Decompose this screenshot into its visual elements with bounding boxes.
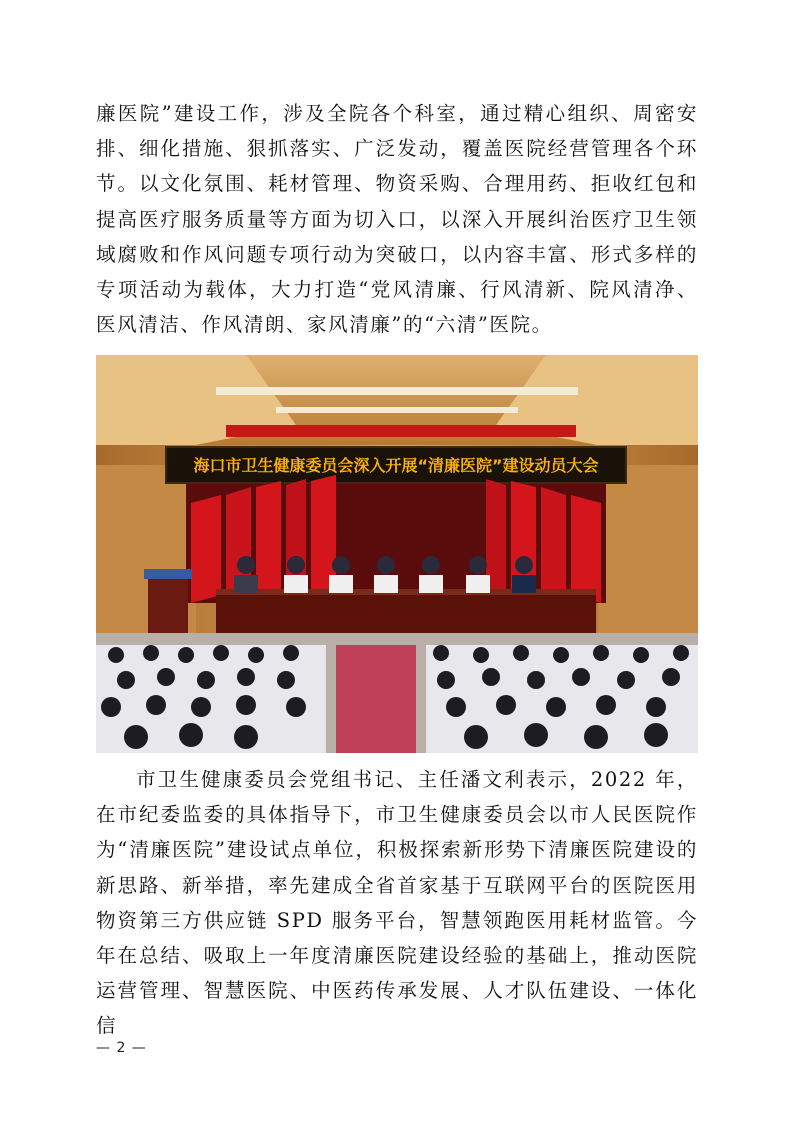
banner-text: 海口市卫生健康委员会深入开展“清廉医院”建设动员大会 xyxy=(193,456,599,475)
page-number: — 2 — xyxy=(96,1040,147,1056)
body-paragraph: 廉医院”建设工作，涉及全院各个科室，通过精心组织、周密安排、细化措施、狠抓落实、广泛发动，覆盖医院经营管理各个环节。以文化氛围、耗材管理、物资采购、合理用药、拒收红包和提高医疗服务质量等方面为切入口，以深入开展纠治医疗卫生领域腐败和作风问题专项行动为突破口，以内容丰富、形式多样的专项活动为载体，大力打造“党风清廉、行风清新、院风清净、医风清洁、作风清朗、家风清廉”的“六清”医院。 xyxy=(96,102,698,337)
meeting-photo xyxy=(96,355,698,753)
body-paragraph: 市卫生健康委员会党组书记、主任潘文利表示，2022 年，在市纪委监委的具体指导下，市卫生健康委员会以市人民医院作为“清廉医院”建设试点单位，积极探索新形势下清廉医院建设的新思路、新举措，率先建成全省首家基于互联网平台的医院医用物资第三方供应链 SPD 服务平台，智慧领跑医用耗材监管。今年在总结、吸取上一年度清廉医院建设经验的基础上，推动医院运营管理、智慧医院、中医药传承发展、人才队伍建设、一体化信 xyxy=(96,768,698,1038)
